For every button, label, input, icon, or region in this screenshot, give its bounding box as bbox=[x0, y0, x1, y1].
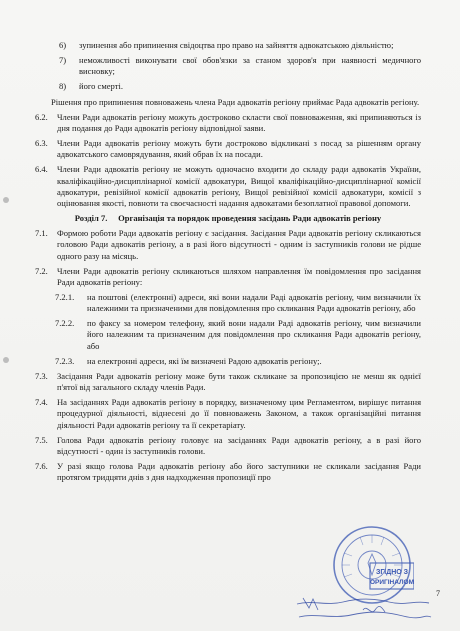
clause-7-6 bbox=[35, 461, 421, 483]
clause-6-3 bbox=[35, 138, 421, 160]
clause-text: На засіданнях Ради адвокатів регіону в порядку, визначеному цим Регламентом, вирішує питання процедурної діяльності, віднесені до її повноважень Законом, а також організаційні питання діяльності Ради адвокатів регіону та її секретаріату. bbox=[57, 397, 421, 430]
list-item bbox=[35, 55, 421, 77]
clause-text: Члени Ради адвокатів регіону можуть бути достроково відкликані з посад за рішенням органу адвокатського самоврядування, який обрав їх на посади. bbox=[57, 138, 421, 160]
subclause-text: по факсу за номером телефону, який вони надали Раді адвокатів регіону, чим визначили його належним та призначеним для повідомлення про скликання Ради адвокатів регіону, або bbox=[87, 318, 421, 351]
clause-number: 7.2. bbox=[35, 265, 48, 276]
clause-text: Формою роботи Ради адвокатів регіону є засідання. Засідання Ради адвокатів регіону скликаються головою Ради адвокатів регіону, а в разі його відсутності - одним із заступників голови не рідше одного разу на місяць. bbox=[57, 228, 421, 261]
clause-number: 6.3. bbox=[35, 138, 48, 149]
clause-text: Члени Ради адвокатів регіону можуть достроково скласти свої повноваження, які припиняються із дня подання до Ради адвокатів регіону відповідної заяви. bbox=[57, 111, 421, 133]
punch-hole bbox=[3, 357, 9, 363]
section-7-heading: Розділ 7. Організація та порядок проведення засідань Ради адвокатів регіону bbox=[74, 213, 382, 224]
clause-number: 7.4. bbox=[35, 397, 48, 408]
clause-text: Члени Ради адвокатів регіону скликаються шляхом направлення їм повідомлення про засідання Ради адвокатів регіону: bbox=[57, 265, 421, 287]
subclause-number: 7.2.2. bbox=[55, 318, 75, 329]
subclause-7-2-1 bbox=[35, 292, 421, 314]
list-item-text: зупинення або припинення свідоцтва про право на зайняття адвокатською діяльністю; bbox=[79, 40, 394, 50]
clause-text: Засідання Ради адвокатів регіону може бути також скликане за пропозицією не менш як однієї п'ятої від загального складу членів Ради. bbox=[57, 370, 421, 393]
handwritten-signature bbox=[293, 590, 433, 626]
clause-number: 6.4. bbox=[35, 164, 48, 175]
clause-7-1 bbox=[35, 228, 421, 261]
clause-text: Голова Ради адвокатів регіону головує на засіданнях Ради адвокатів регіону, а в разі його відсутності - один із заступників голови. bbox=[57, 434, 421, 456]
list-item-number: 6) bbox=[59, 40, 67, 50]
clause-6-2 bbox=[35, 112, 421, 134]
subclause-number: 7.2.3. bbox=[55, 355, 75, 366]
list-item bbox=[35, 40, 421, 51]
clause-text: Члени Ради адвокатів регіону не можуть одночасно входити до складу ради адвокатів України, кваліфікаційно-дисциплінарної комісії адвокатури, Вищої кваліфікаційно-дисциплінарної комісії адвокатури, ревізійної комісії адвокатів регіону, Вищої ревізійної комісії адвокатури, комісії з оцінювання якості, повноти та своєчасності надання адвокатами безоплатної правової допомоги. bbox=[57, 164, 421, 208]
subclause-number: 7.2.1. bbox=[55, 291, 75, 302]
list-item-number: 7) bbox=[59, 55, 67, 66]
clause-7-5 bbox=[35, 435, 421, 457]
clause-7-3 bbox=[35, 371, 421, 393]
svg-text:ОРИГІНАЛОМ: ОРИГІНАЛОМ bbox=[369, 579, 414, 586]
clause-6-4 bbox=[35, 164, 421, 209]
clause-7-4 bbox=[35, 397, 421, 430]
page-number: 7 bbox=[436, 589, 440, 598]
clause-text: У разі якщо голова Ради адвокатів регіону або його заступники не скликали засідання Ради протягом тридцяти днів з дня надходження пропозиції про bbox=[57, 461, 421, 483]
subclause-text: на поштові (електронні) адреси, які вони надали Раді адвокатів регіону, чим визначили їх належними та призначеними для повідомлення про скликання Ради адвокатів регіону, або bbox=[87, 291, 421, 314]
clause-number: 7.1. bbox=[35, 228, 48, 239]
subclause-7-2-2 bbox=[35, 318, 421, 351]
subclause-text: на електронні адреси, які їм визначені Радою адвокатів регіону;. bbox=[87, 355, 322, 366]
clause-number: 6.2. bbox=[35, 111, 48, 122]
clause-number: 7.3. bbox=[35, 370, 48, 381]
clause-number: 7.5. bbox=[35, 434, 48, 445]
list-item-text: його смерті. bbox=[79, 81, 123, 92]
paragraph-decision: Рішення про припинення повноважень члена Ради адвокатів регіону приймає Рада адвокатів регіону. bbox=[51, 96, 420, 107]
punch-hole bbox=[3, 197, 9, 203]
svg-text:ЗГІДНО З: ЗГІДНО З bbox=[375, 569, 409, 576]
document-body bbox=[35, 40, 421, 483]
list-item bbox=[35, 81, 421, 92]
clause-number: 7.6. bbox=[35, 461, 48, 471]
subclause-7-2-3 bbox=[35, 356, 421, 367]
list-item-text: неможливості виконувати свої обов'язки за станом здоров'я при наявності медичного висновку; bbox=[79, 55, 421, 77]
clause-7-2 bbox=[35, 266, 421, 288]
list-item-number: 8) bbox=[59, 81, 67, 92]
